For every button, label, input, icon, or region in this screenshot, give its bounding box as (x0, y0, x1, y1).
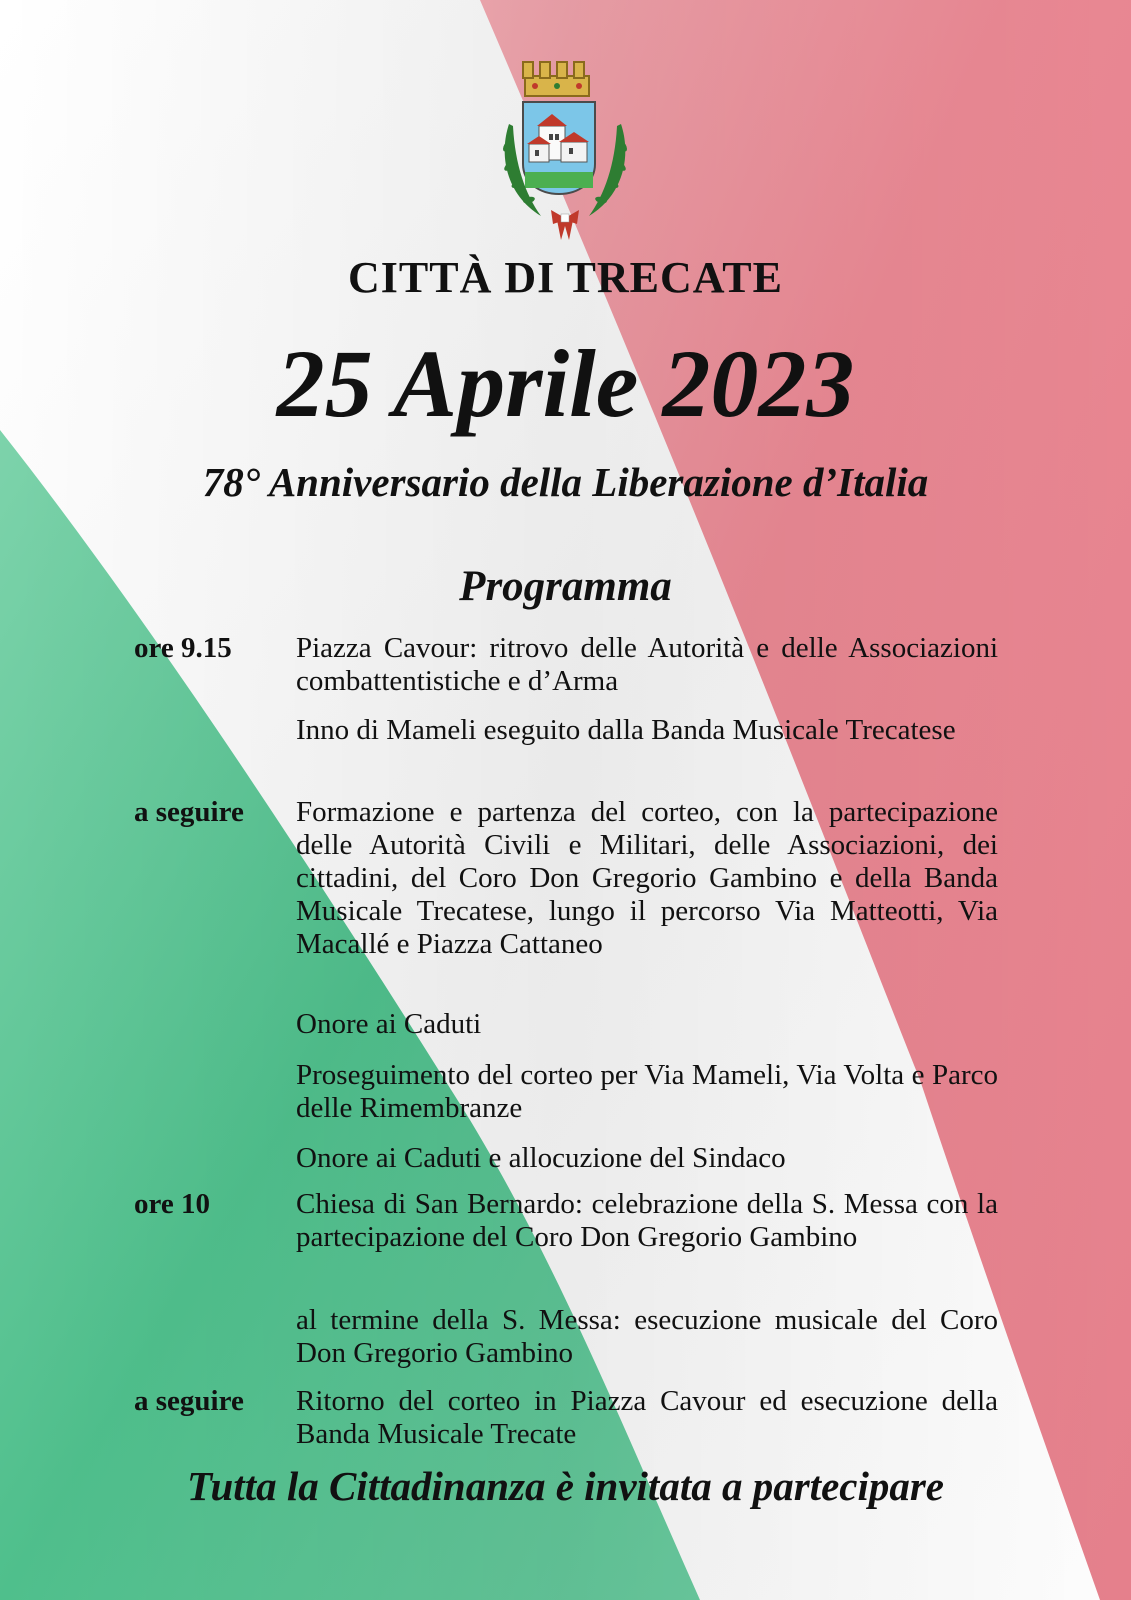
program-text: Ritorno del corteo in Piazza Cavour ed esecuzione della Banda Musicale Trecate (296, 1385, 998, 1450)
program-time: ore 10 (134, 1188, 210, 1220)
program-text: Onore ai Caduti (296, 1008, 482, 1040)
program-text: Proseguimento del corteo per Via Mameli, Via Volta e Parco delle Rimembranze (296, 1059, 998, 1124)
program-text: al termine della S. Messa: esecuzione musicale del Coro Don Gregorio Gambino (296, 1304, 998, 1369)
program-text: Inno di Mameli eseguito dalla Banda Musicale Trecatese (296, 714, 956, 746)
program-text: Onore ai Caduti e allocuzione del Sindaco (296, 1142, 786, 1174)
ribbon-icon (551, 210, 579, 240)
invitation-footer: Tutta la Cittadinanza è invitata a partecipare (186, 1463, 945, 1509)
crown-icon (523, 62, 589, 96)
program-text: Piazza Cavour: ritrovo delle Autorità e delle Associazioni combattentistiche e d’Arma (296, 632, 998, 697)
program-text: Formazione e partenza del corteo, con la partecipazione delle Autorità Civili e Militari, delle Associazioni, dei cittadini, del Coro Don Gregorio Gambino e della Banda Musicale Trecatese, lungo il percorso Via Matteotti, Via Macallé e Piazza Cattaneo (296, 796, 998, 960)
program-title: Programma (459, 563, 672, 610)
program-time: a seguire (134, 796, 244, 828)
event-subtitle: 78° Anniversario della Liberazione d’Italia (202, 459, 929, 505)
trecate-coat-of-arms-icon (495, 54, 635, 254)
city-title: CITTÀ DI TRECATE (348, 253, 783, 302)
event-date: 25 Aprile 2023 (276, 330, 855, 437)
program-time: ore 9.15 (134, 632, 232, 664)
program-time: a seguire (134, 1385, 244, 1417)
program-text: Chiesa di San Bernardo: celebrazione della S. Messa con la partecipazione del Coro Don Gregorio Gambino (296, 1188, 998, 1253)
